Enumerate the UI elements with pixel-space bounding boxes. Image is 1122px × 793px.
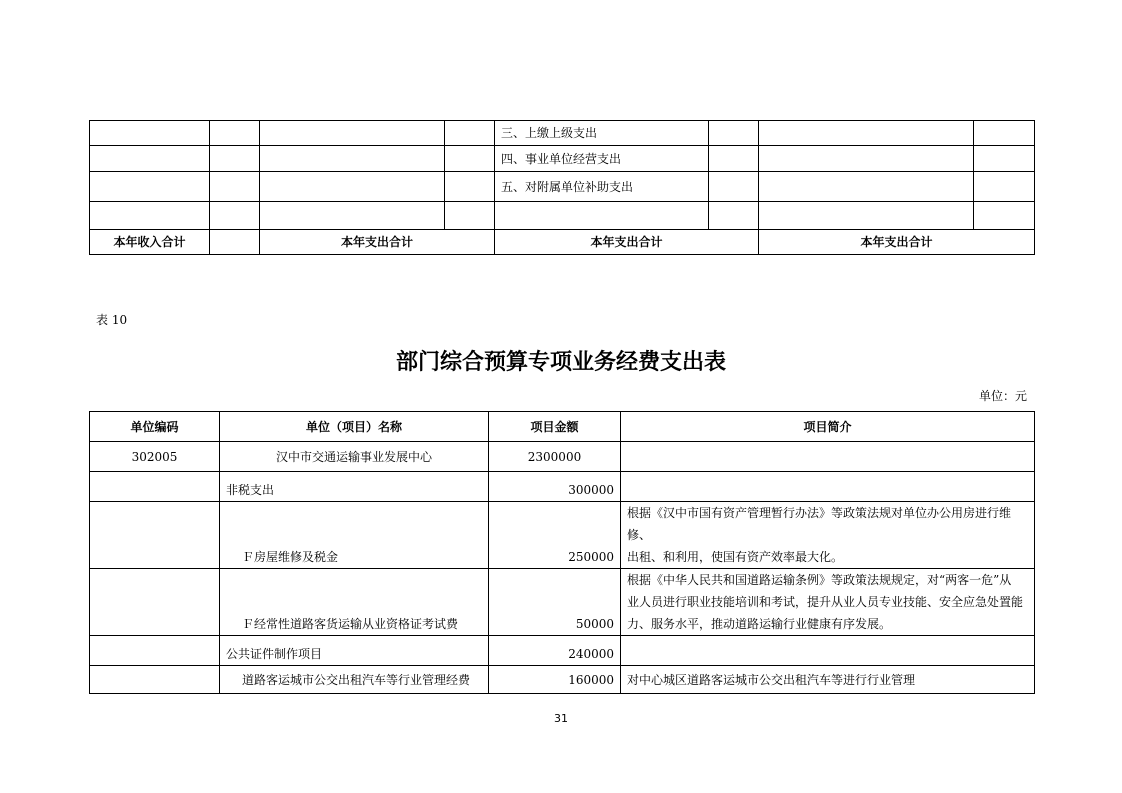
expense-item: 五、对附属单位补助支出 (495, 172, 709, 202)
unit-name: Ｆ房屋维修及税金 (220, 502, 489, 569)
header-intro: 项目简介 (621, 412, 1035, 442)
unit-name: 道路客运城市公交出租汽车等行业管理经费 (220, 666, 489, 694)
unit-code (90, 636, 220, 666)
table-row (90, 666, 1035, 694)
page-number: 31 (554, 712, 568, 725)
unit-code (90, 666, 220, 694)
table-row (90, 442, 1035, 472)
table-row (90, 636, 1035, 666)
item-intro (621, 569, 1035, 636)
intro-line: 根据《中华人民共和国道路运输条例》等政策法规规定，对“两客一危”从 (627, 573, 1012, 587)
item-amount: 250000 (489, 502, 621, 569)
table-number: 表 10 (96, 313, 128, 327)
table-row (90, 202, 1035, 230)
table-row (90, 121, 1035, 146)
unit-code (90, 502, 220, 569)
item-intro (621, 472, 1035, 502)
unit-code (90, 569, 220, 636)
unit-code: 302005 (90, 442, 220, 472)
table-row (90, 172, 1035, 202)
special-expense-table (89, 411, 1035, 694)
expense-total-label: 本年支出合计 (495, 230, 759, 255)
expense-item: 三、上缴上级支出 (495, 121, 709, 146)
expense-total-label: 本年支出合计 (260, 230, 495, 255)
table-row (90, 502, 1035, 569)
table-row (90, 569, 1035, 636)
item-amount: 300000 (489, 472, 621, 502)
page-title: 部门综合预算专项业务经费支出表 (395, 350, 726, 375)
unit-name: 非税支出 (220, 472, 489, 502)
intro-line: 业人员进行职业技能培训和考试，提升从业人员专业技能、安全应急处置能 (627, 595, 1024, 609)
expense-item: 四、事业单位经营支出 (495, 146, 709, 172)
unit-name: 公共证件制作项目 (220, 636, 489, 666)
table-row (90, 146, 1035, 172)
totals-row (90, 230, 1035, 255)
header-name: 单位（项目）名称 (220, 412, 489, 442)
item-amount: 160000 (489, 666, 621, 694)
unit-name: Ｆ经常性道路客货运输从业资格证考试费 (220, 569, 489, 636)
item-intro (621, 502, 1035, 569)
unit-label: 单位：元 (978, 389, 1027, 403)
item-amount: 2300000 (489, 442, 621, 472)
intro-line: 根据《汉中市国有资产管理暂行办法》等政策法规对单位办公用房进行维修、 (627, 506, 1012, 542)
unit-name: 汉中市交通运输事业发展中心 (220, 442, 489, 472)
header-amount: 项目金额 (489, 412, 621, 442)
item-intro (621, 636, 1035, 666)
table-row (90, 472, 1035, 502)
header-row (90, 412, 1035, 442)
item-amount: 240000 (489, 636, 621, 666)
unit-code (90, 472, 220, 502)
expense-item (495, 202, 709, 230)
item-intro: 对中心城区道路客运城市公交出租汽车等进行行业管理 (621, 666, 1035, 694)
expense-total-label: 本年支出合计 (759, 230, 1035, 255)
income-total-label: 本年收入合计 (90, 230, 210, 255)
item-intro (621, 442, 1035, 472)
intro-line: 力、服务水平，推动道路运输行业健康有序发展。 (627, 617, 892, 631)
item-amount: 50000 (489, 569, 621, 636)
top-budget-table (89, 120, 1035, 255)
header-code: 单位编码 (90, 412, 220, 442)
intro-line: 出租、和利用，使国有资产效率最大化。 (627, 550, 844, 564)
